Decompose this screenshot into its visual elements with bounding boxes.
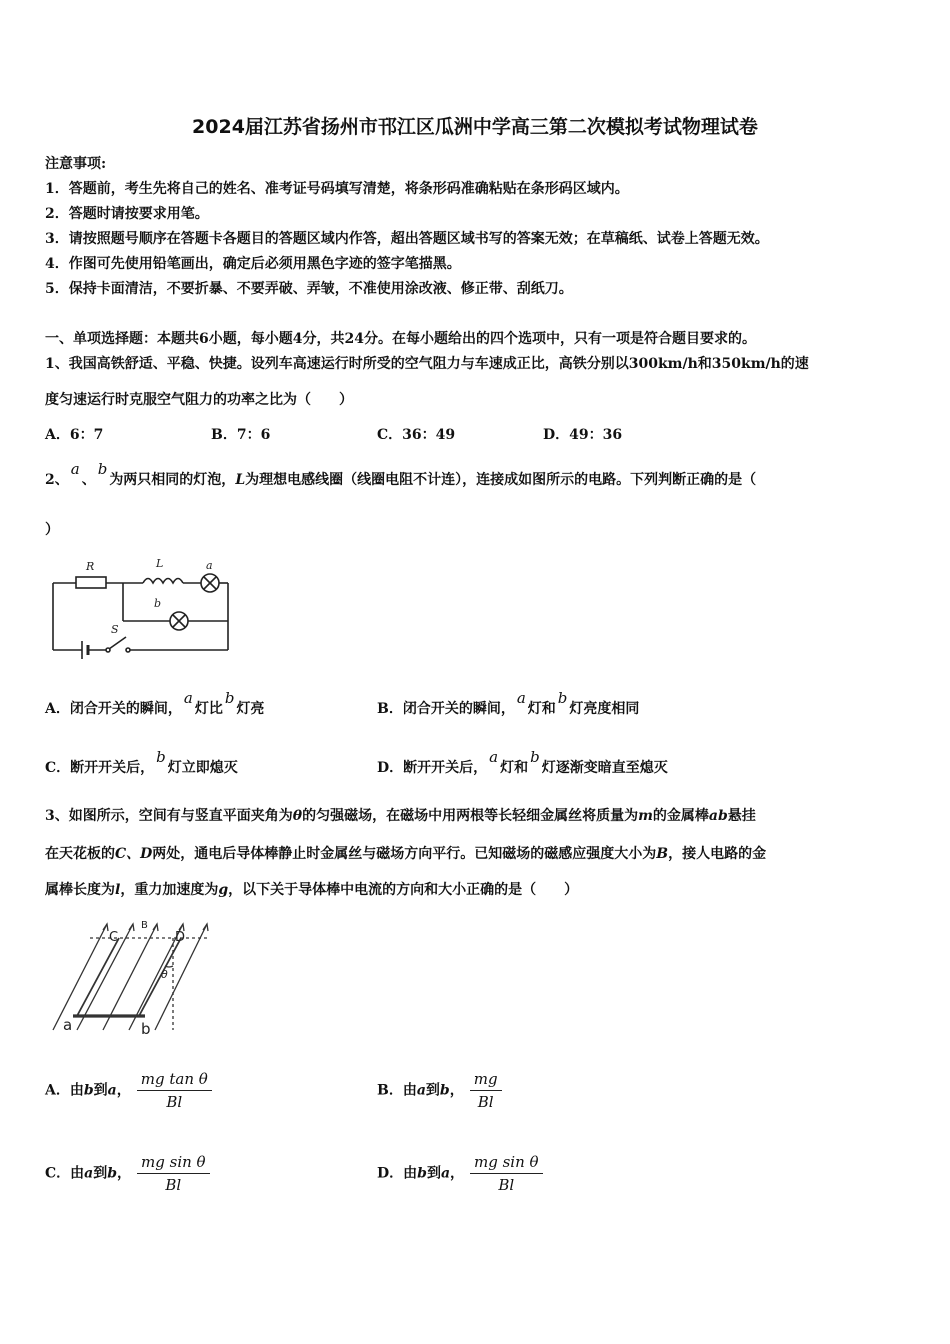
fraction-numerator: mg: [470, 1070, 502, 1091]
wire-c: [77, 938, 119, 1016]
q2-var-a: a: [70, 460, 80, 478]
q1-option-b: B．7：6: [211, 427, 271, 443]
opt-text: D．断开开关后，: [377, 760, 488, 776]
q3-option-d: [377, 1153, 543, 1194]
opt-text: B．由: [377, 1082, 417, 1099]
label-theta: θ: [161, 968, 168, 981]
note-item: 1．答题前，考生先将自己的姓名、准考证号码填写清楚，将条形码准确粘贴在条形码区域内。: [45, 181, 629, 197]
q2-stem-line1: [45, 460, 757, 489]
opt-var: b: [156, 748, 166, 766]
q2-circuit-diagram: [48, 555, 233, 660]
page-title: 2024届江苏省扬州市邗江区瓜洲中学高三第二次模拟考试物理试卷: [192, 116, 758, 138]
opt-var: a: [183, 689, 193, 707]
label-b-end: b: [141, 1020, 151, 1037]
label-a: a: [206, 559, 213, 572]
q3-stem-line3: [45, 879, 578, 899]
q3-var-m: m: [638, 808, 653, 824]
opt-var: b: [557, 689, 568, 707]
note-item: 3．请按照题号顺序在答题卡各题目的答题区域内作答，超出答题区域书写的答案无效；在草稿纸、试卷上答题无效。: [45, 231, 769, 247]
opt-var: b: [439, 1082, 450, 1099]
q1-stem-line1: 1、我国高铁舒适、平稳、快捷。设列车高速运行时所受的空气阻力与车速成正比，高铁分别以300km/h和350km/h的速: [45, 356, 809, 372]
q3-text: 的金属棒: [652, 808, 709, 824]
fraction: [137, 1153, 210, 1194]
label-c: C: [109, 930, 119, 945]
fraction-denominator: Bl: [477, 1093, 494, 1111]
label-r: R: [86, 560, 95, 573]
fraction-numerator: mg sin θ: [470, 1153, 543, 1174]
resistor-r: [76, 577, 106, 588]
fraction-numerator: mg tan θ: [137, 1070, 212, 1091]
fraction-numerator: mg sin θ: [137, 1153, 210, 1174]
opt-text: C．由: [45, 1165, 85, 1182]
fraction: [470, 1153, 543, 1194]
switch-s: [109, 637, 126, 649]
opt-var: b: [83, 1082, 94, 1099]
opt-text: ，: [116, 1082, 131, 1099]
q2-number: 2、: [45, 472, 69, 488]
q3-var-theta: θ: [292, 808, 303, 824]
opt-text: 灯比: [194, 701, 223, 717]
q3-option-c: [45, 1153, 210, 1194]
label-a-end: a: [63, 1016, 73, 1034]
notes-heading: 注意事项:: [45, 156, 107, 172]
opt-text: 灯逐渐变暗直至熄灭: [541, 760, 668, 776]
q2-var-L: L: [235, 472, 246, 488]
label-l: L: [156, 557, 164, 570]
note-item: 4．作图可先使用铅笔画出，确定后必须用黑色字迹的签字笔描黑。: [45, 256, 461, 272]
q2-text1: 为两只相同的灯泡，: [109, 472, 236, 488]
opt-text: 到: [425, 1082, 440, 1099]
opt-text: ，: [449, 1082, 464, 1099]
label-b-field: B: [141, 920, 148, 931]
opt-var: a: [516, 689, 526, 707]
q3-var-g: g: [218, 882, 229, 898]
q3-var-ab: ab: [708, 808, 728, 824]
q3-text: ，以下关于导体棒中电流的方向和大小正确的是（ ）: [228, 882, 579, 898]
fraction: [137, 1070, 212, 1111]
opt-text: C．断开开关后，: [45, 760, 155, 776]
q3-option-a: [45, 1070, 212, 1111]
q3-var-b: B: [656, 846, 669, 862]
q1-stem-line2: 度匀速运行时克服空气阻力的功率之比为（ ）: [45, 392, 353, 408]
opt-text: ，: [450, 1165, 465, 1182]
opt-var: a: [489, 748, 499, 766]
opt-text: 到: [93, 1165, 108, 1182]
opt-var: a: [107, 1082, 117, 1099]
q3-text: 在天花板的: [45, 846, 115, 862]
opt-text: 灯和: [527, 701, 556, 717]
label-b: b: [154, 597, 162, 610]
q2-stem-line2: ）: [45, 522, 59, 538]
fraction-denominator: Bl: [165, 1176, 182, 1194]
q3-text: 3、如图所示，空间有与竖直平面夹角为: [45, 808, 293, 824]
q3-var-l: l: [115, 882, 121, 898]
opt-var: b: [530, 748, 540, 766]
section-heading: 一、单项选择题：本题共6小题，每小题4分，共24分。在每小题给出的四个选项中，只有一项是符合题目要求的。: [45, 331, 756, 347]
q1-option-d: D．49：36: [543, 427, 623, 443]
opt-text: 到: [426, 1165, 441, 1182]
opt-text: D．由: [377, 1165, 418, 1182]
opt-text: A．闭合开关的瞬间，: [45, 701, 182, 717]
label-d: D: [175, 930, 186, 945]
q2-sep: 、: [81, 472, 96, 488]
opt-text: ，: [117, 1165, 132, 1182]
q3-magnetic-field-figure: [45, 912, 225, 1037]
q3-var-cd: C、D: [115, 846, 153, 862]
opt-var: b: [224, 689, 235, 707]
q3-text: 两处，通电后导体棒静止时金属丝与磁场方向平行。已知磁场的磁感应强度大小为: [152, 846, 657, 862]
opt-text: 灯亮: [236, 701, 265, 717]
inductor-l: [143, 579, 183, 584]
q3-text: ，重力加速度为: [120, 882, 219, 898]
opt-var: a: [84, 1165, 94, 1182]
q3-text: 属棒长度为: [45, 882, 115, 898]
q1-option-c: C．36：49: [377, 427, 456, 443]
opt-var: b: [107, 1165, 118, 1182]
wire-d: [139, 938, 181, 1016]
opt-text: B．闭合开关的瞬间，: [377, 701, 515, 717]
note-item: 2．答题时请按要求用笔。: [45, 206, 209, 222]
opt-var: b: [417, 1165, 427, 1182]
q1-option-a: A．6：7: [45, 427, 104, 443]
q3-text: 的匀强磁场，在磁场中用两根等长轻细金属丝将质量为: [302, 808, 639, 824]
q2-option-d: [377, 748, 668, 777]
fraction-denominator: Bl: [498, 1176, 515, 1194]
opt-text: A．由: [45, 1082, 84, 1099]
fraction: [470, 1070, 502, 1111]
note-item: 5．保持卡面清洁，不要折暴、不要弄破、弄皱，不准使用涂改液、修正带、刮纸刀。: [45, 281, 573, 297]
opt-text: 灯立即熄灭: [167, 760, 238, 776]
q2-option-a: [45, 689, 265, 718]
fraction-denominator: Bl: [166, 1093, 183, 1111]
opt-text: 灯亮度相同: [569, 701, 640, 717]
q3-text: 悬挂: [727, 808, 756, 824]
opt-var: a: [416, 1082, 426, 1099]
q3-stem-line2: [45, 843, 766, 863]
q2-var-b: b: [97, 460, 108, 478]
q2-text2: 为理想电感线圈（线圈电阻不计连），连接成如图所示的电路。下列判断正确的是（: [245, 472, 757, 488]
q2-option-c: [45, 748, 238, 777]
opt-var: a: [440, 1165, 451, 1182]
opt-text: 灯和: [500, 760, 529, 776]
q3-option-b: [377, 1070, 502, 1111]
q3-text: ，接人电路的金: [668, 846, 767, 862]
q3-stem-line1: [45, 805, 756, 825]
q2-option-b: [377, 689, 640, 718]
opt-text: 到: [93, 1082, 108, 1099]
label-s: S: [111, 623, 119, 636]
